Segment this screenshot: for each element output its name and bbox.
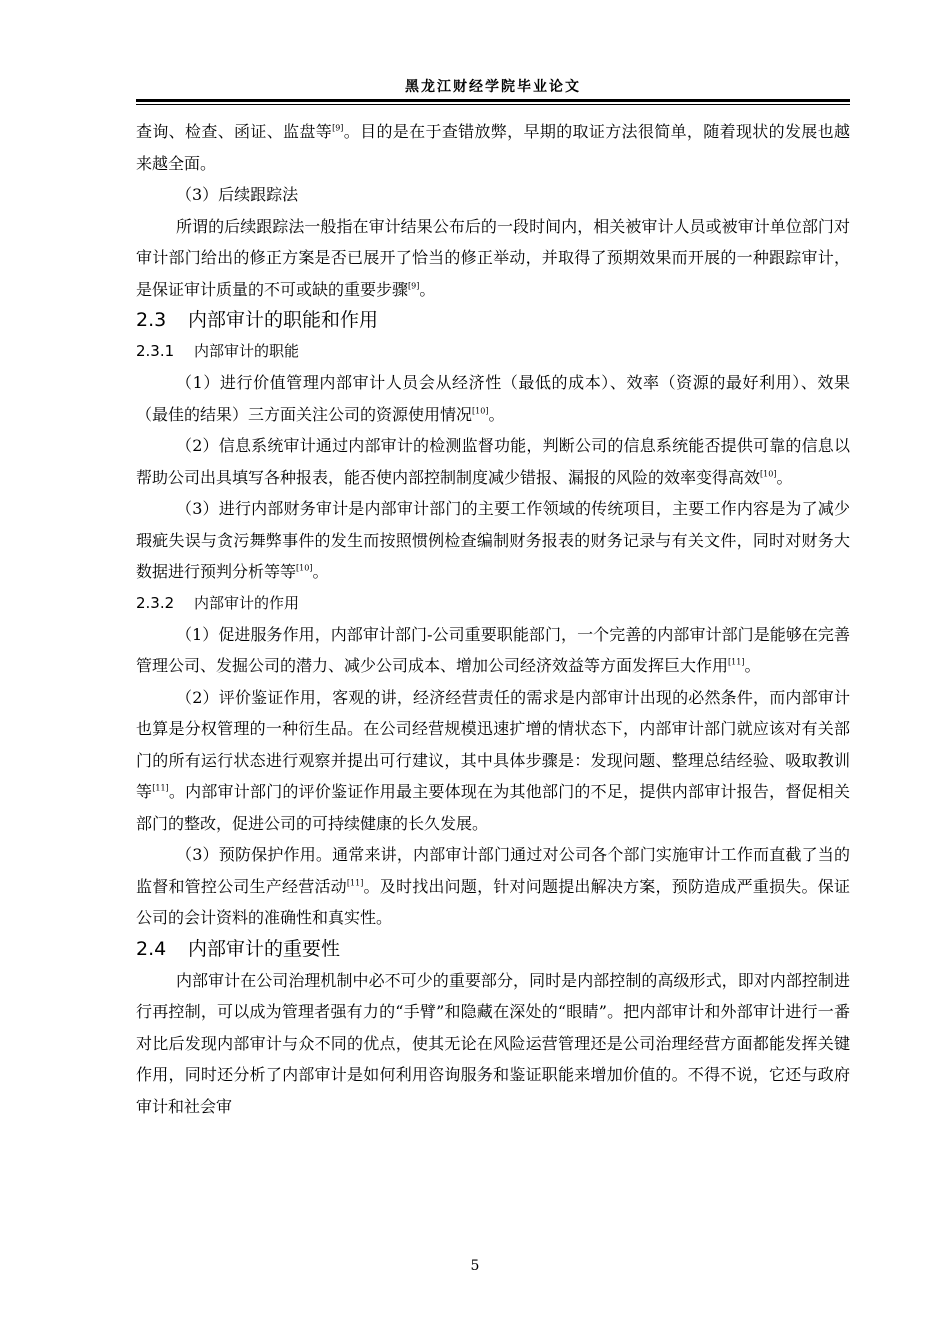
paragraph: （2）评价鉴证作用，客观的讲，经济经营责任的需求是内部审计出现的必然条件，而内部审计也算是分权管理的一种衍生品。在公司经营规模迅速扩增的情状态下，内部审计部门就应该对有关部门的所有运行状态进行观察并提出可行建议，其中具体步骤是：发现问题、整理总结经验、吸取教训等[11]。内部审计部门的评价鉴证作用最主要体现在为其他部门的不足，提供内部审计报告，督促相关部门的整改，促进公司的可持续健康的长久发展。 — [136, 687, 850, 833]
citation: [11] — [728, 657, 745, 667]
paragraph: 查询、检查、函证、监盘等[9]。目的是在于查错放弊，早期的取证方法很简单，随着现状的发展也越来越全面。 — [136, 122, 850, 173]
citation: [11] — [346, 878, 364, 888]
paragraph: （3）预防保护作用。通常来讲，内部审计部门通过对公司各个部门实施审计工作而直截了当的监督和管控公司生产经营活动[11]。及时找出问题，针对问题提出解决方案，预防造成严重损失。保证公司的会计资料的准确性和真实性。 — [136, 845, 850, 927]
section-heading-2-3-2: 2.3.2 内部审计的作用 — [136, 593, 300, 612]
section-heading-2-3-1: 2.3.1 内部审计的职能 — [136, 342, 300, 360]
citation: [10] — [296, 563, 313, 573]
section-heading-2-4: 2.4 内部审计的重要性 — [136, 937, 341, 960]
page-header-title: 黑龙江财经学院毕业论文 — [405, 79, 581, 95]
citation: [9] — [332, 123, 344, 133]
paragraph: （2）信息系统审计通过内部审计的检测监督功能，判断公司的信息系统能否提供可靠的信息以帮助公司出具填写各种报表，能否使内部控制制度减少错报、漏报的风险的效率变得高效[10]。 — [136, 436, 850, 487]
paragraph: 所谓的后续跟踪法一般指在审计结果公布后的一段时间内，相关被审计人员或被审计单位部门对审计部门给出的修正方案是否已展开了恰当的修正举动，并取得了预期效果而开展的一种跟踪审计，是保证审计质量的不可或缺的重要步骤[9]。 — [136, 216, 850, 299]
citation: [9] — [408, 281, 420, 291]
header-rule-thin — [136, 104, 850, 105]
list-item-heading: （3）后续跟踪法 — [176, 185, 299, 204]
citation: [10] — [760, 469, 777, 479]
page-body — [136, 116, 850, 1122]
section-heading-2-3: 2.3 内部审计的职能和作用 — [136, 309, 379, 331]
citation: [11] — [152, 783, 169, 793]
page-number: 5 — [470, 1258, 480, 1274]
paragraph: （1）进行价值管理内部审计人员会从经济性（最低的成本）、效率（资源的最好利用）、效果（最佳的结果）三方面关注公司的资源使用情况[10]。 — [136, 373, 850, 424]
citation: [10] — [472, 406, 489, 416]
paragraph: （1）促进服务作用，内部审计部门-公司重要职能部门，一个完善的内部审计部门是能够在完善管理公司、发掘公司的潜力、减少公司成本、增加公司经济效益等方面发挥巨大作用[11]。 — [136, 624, 850, 675]
header-rule-thick — [136, 99, 850, 102]
paragraph: （3）进行内部财务审计是内部审计部门的主要工作领域的传统项目，主要工作内容是为了减少瑕疵失误与贪污舞弊事件的发生而按照惯例检查编制财务报表的财务记录与有关文件，同时对财务大数据进行预判分析等等[10]。 — [136, 499, 850, 581]
paragraph: 内部审计在公司治理机制中必不可少的重要部分，同时是内部控制的高级形式，即对内部控制进行再控制，可以成为管理者强有力的“手臂”和隐藏在深处的“眼睛”。把内部审计和外部审计进行一番对比后发现内部审计与众不同的优点，使其无论在风险运营管理还是公司治理经营方面都能发挥关键作用，同时还分析了内部审计是如何利用咨询服务和鉴证职能来增加价值的。不得不说，它还与政府审计和社会审 — [136, 970, 850, 1116]
